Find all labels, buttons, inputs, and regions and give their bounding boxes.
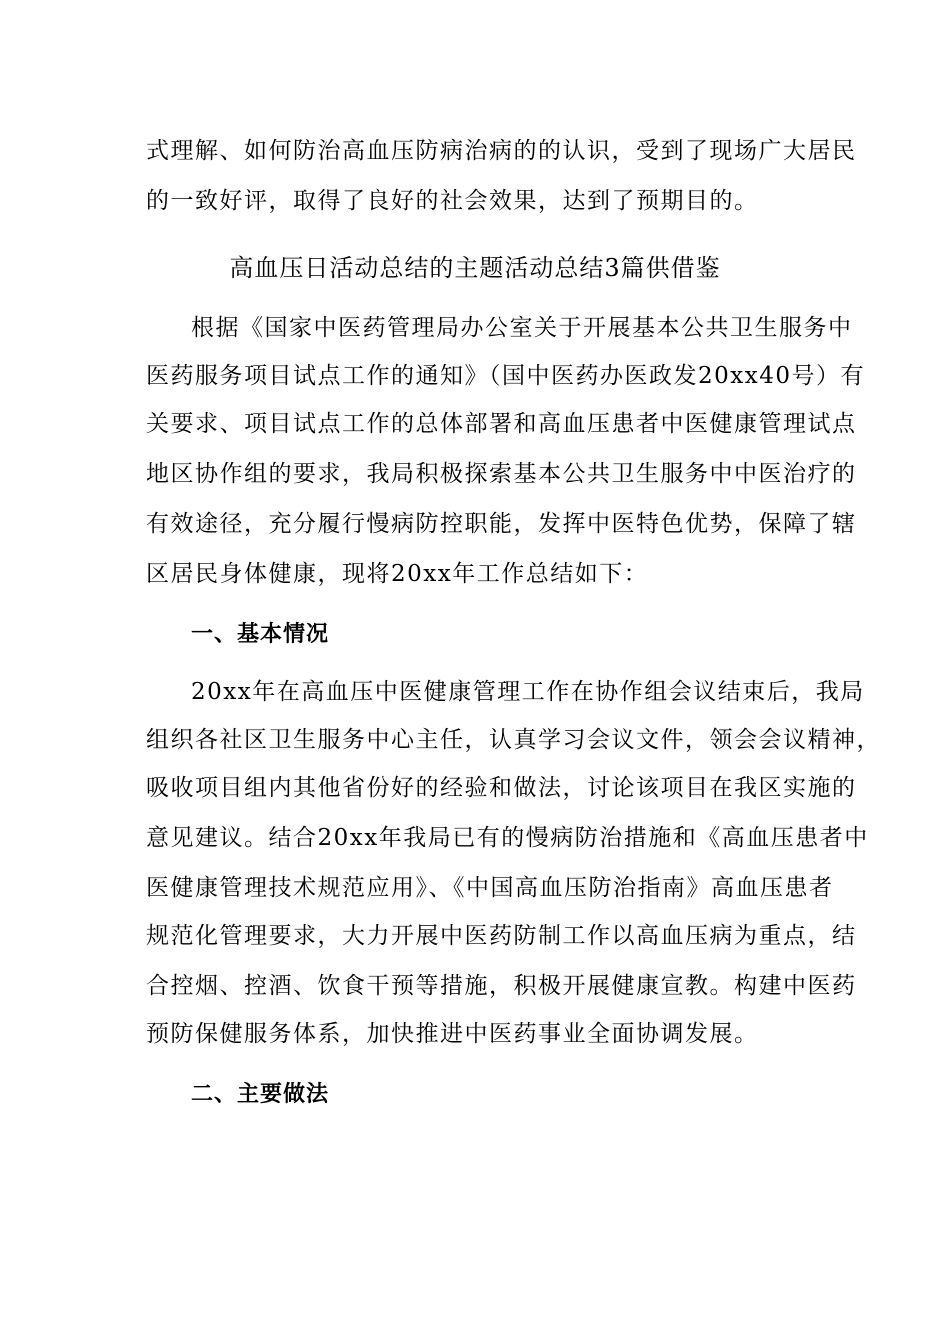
- text-line: 医药服务项目试点工作的通知》（国中医药办医政发20xx40号）有: [146, 363, 865, 389]
- section-heading-basic: 一、基本情况: [191, 621, 330, 647]
- text-line: 的一致好评，取得了良好的社会效果，达到了预期目的。: [146, 188, 759, 214]
- text-line: 合控烟、控酒、饮食干预等措施，积极开展健康宣教。构建中医药: [146, 973, 857, 999]
- text-line: 式理解、如何防治高血压防病治病的的认识，受到了现场广大居民: [146, 138, 857, 164]
- text-line: 意见建议。结合20xx年我局已有的慢病防治措施和《高血压患者中: [146, 825, 869, 851]
- text-line: 地区协作组的要求，我局积极探索基本公共卫生服务中中医治疗的: [146, 461, 857, 487]
- text-line: 医健康管理技术规范应用》、《中国高血压防治指南》高血压患者: [146, 875, 834, 901]
- text-line: 区居民身体健康，现将20xx年工作总结如下：: [146, 561, 649, 587]
- section-heading-methods: 二、主要做法: [191, 1081, 330, 1107]
- text-line: 组织各社区卫生服务中心主任，认真学习会议文件，领会会议精神，: [146, 727, 881, 753]
- text-line: 吸收项目组内其他省份好的经验和做法，讨论该项目在我区实施的: [146, 775, 857, 801]
- document-title: 高血压日活动总结的主题活动总结3篇供借鉴: [229, 254, 721, 282]
- text-line: 关要求、项目试点工作的总体部署和高血压患者中医健康管理试点: [146, 411, 857, 437]
- text-line: 预防保健服务体系，加快推进中医药事业全面协调发展。: [146, 1021, 759, 1047]
- text-line: 根据《国家中医药管理局办公室关于开展基本公共卫生服务中: [191, 315, 853, 341]
- text-line: 有效途径，充分履行慢病防控职能，发挥中医特色优势，保障了辖: [146, 511, 857, 537]
- text-line: 规范化管理要求，大力开展中医药防制工作以高血压病为重点，结: [146, 923, 857, 949]
- text-line: 20xx年在高血压中医健康管理工作在协作组会议结束后，我局: [191, 679, 865, 705]
